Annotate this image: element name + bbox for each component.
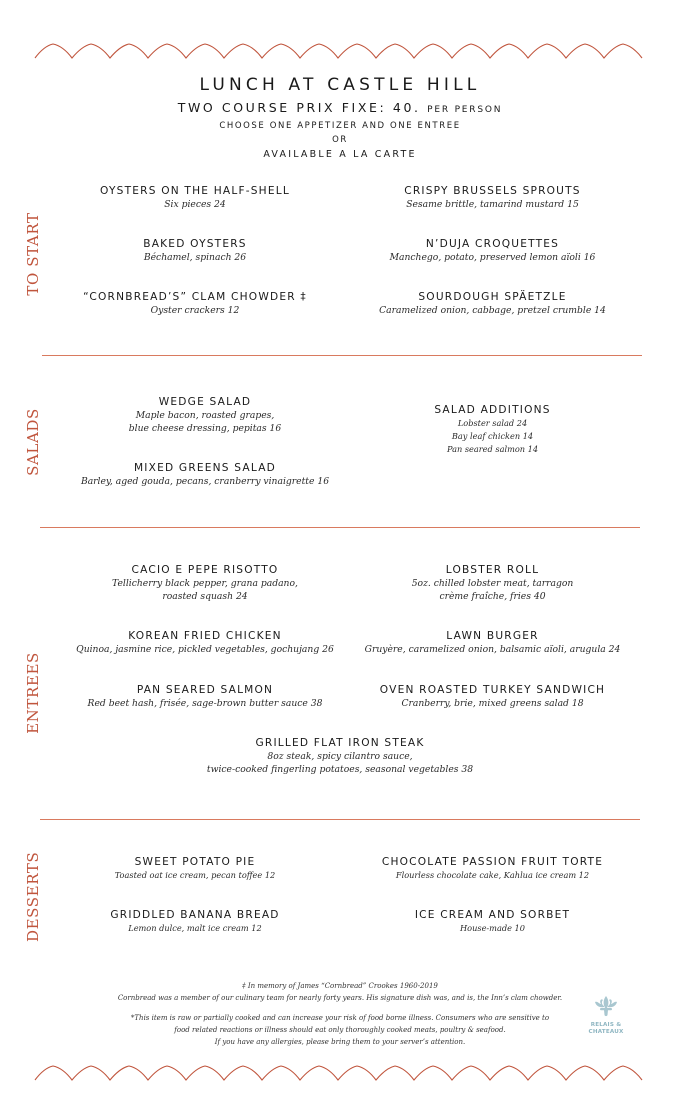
menu-item [60,395,350,435]
section-divider [42,355,642,356]
item-name: “CORNBREAD’S” CLAM CHOWDER ‡ [83,291,307,303]
item-name: SOURDOUGH SPÄETZLE [418,291,567,303]
item-description: 5oz. chilled lobster meat, tarragon [411,578,574,589]
prix-fixe-line [0,99,680,119]
section-divider [40,527,640,528]
item-description: Red beet hash, frisée, sage-brown butter sauce 38 [87,698,323,709]
menu-item [345,403,640,456]
item-name: N’DUJA CROQUETTES [425,238,560,250]
item-name: CHOCOLATE PASSION FRUIT TORTE [381,856,604,868]
menu-item [345,855,640,882]
item-name: BAKED OYSTERS [143,238,247,250]
section-divider [40,819,640,820]
item-description: Cranberry, brie, mixed greens salad 18 [401,698,584,709]
item-name: SWEET POTATO PIE [134,856,256,868]
menu-item [345,184,640,211]
item-description: Quinoa, jasmine rice, pickled vegetables, gochujang 26 [76,644,334,655]
fleur-de-lis-icon [593,995,619,1017]
menu-item [345,290,640,317]
menu-item [190,736,490,776]
menu-header [0,72,680,162]
item-description: Oyster crackers 12 [150,305,240,316]
item-description: crème fraîche, fries 40 [439,591,546,602]
item-name: WEDGE SALAD [158,396,252,408]
item-description: Maple bacon, roasted grapes, [135,410,275,421]
item-description: Flourless chocolate cake, Kahlua ice cream 12 [395,870,590,880]
item-description: Sesame brittle, tamarind mustard 15 [406,199,579,210]
logo-text-line2: CHATEAUX [588,1028,624,1035]
section-label-salads: SALADS [24,408,42,476]
menu-title: LUNCH AT CASTLE HILL [199,75,481,95]
memorial-note: ‡ In memory of James “Cornbread” Crookes 1960-2019 [242,982,438,990]
item-description: twice-cooked fingerling potatoes, seasonal vegetables 38 [206,764,474,775]
per-person-label: PER PERSON [427,105,503,115]
or-line: OR [332,135,348,145]
item-description: 8oz steak, spicy cilantro sauce, [267,751,413,762]
menu-item [60,290,330,317]
item-name: CACIO E PEPE RISOTTO [131,564,279,576]
allergy-note: If you have any allergies, please bring them to your server’s attention. [214,1038,466,1046]
memorial-description: Cornbread was a member of our culinary team for nearly forty years. His signature dish was, and is, the Inn’s clam chowder. [117,994,563,1002]
item-name: LOBSTER ROLL [445,564,540,576]
item-name: CRISPY BRUSSELS SPROUTS [404,185,581,197]
item-description: Barley, aged gouda, pecans, cranberry vinaigrette 16 [80,476,330,487]
item-description: Toasted oat ice cream, pecan toffee 12 [114,870,276,880]
item-name: SALAD ADDITIONS [434,404,551,416]
menu-item [60,855,330,882]
a-la-carte-line: AVAILABLE A LA CARTE [263,149,417,160]
item-description: blue cheese dressing, pepitas 16 [128,423,282,434]
section-label-desserts: DESSERTS [24,851,42,942]
relais-chateaux-logo [585,995,627,1035]
menu-item [345,237,640,264]
item-name: ICE CREAM AND SORBET [414,909,571,921]
footer-notes [0,980,680,1048]
item-description: Caramelized onion, cabbage, pretzel crumble 14 [379,305,606,316]
item-name: GRILLED FLAT IRON STEAK [255,737,425,749]
item-description: Bay leaf chicken 14 [451,431,534,441]
scalloped-border-bottom [34,1062,646,1082]
menu-item [345,683,640,710]
item-description: Béchamel, spinach 26 [143,252,247,263]
menu-item [60,461,350,488]
item-description: Lemon dulce, malt ice cream 12 [128,923,262,933]
item-name: KOREAN FRIED CHICKEN [128,630,282,642]
prix-fixe-price: TWO COURSE PRIX FIXE: 40. [177,100,421,115]
menu-item [60,629,350,656]
item-description: Pan seared salmon 14 [446,444,539,454]
item-name: MIXED GREENS SALAD [133,462,277,474]
menu-item [60,683,350,710]
logo-text-line1: RELAIS & [590,1022,622,1028]
menu-item [345,629,640,656]
item-name: LAWN BURGER [446,630,539,642]
item-description: House-made 10 [460,923,525,933]
menu-item [60,237,330,264]
menu-item [345,563,640,603]
menu-item [60,563,350,603]
item-description: Lobster salad 24 [457,418,528,428]
item-description: Six pieces 24 [164,199,226,210]
item-name: GRIDDLED BANANA BREAD [110,909,280,921]
raw-food-warning-continued: food related reactions or illness should eat only thoroughly cooked meats, poultry & seafood. [174,1026,506,1034]
item-name: PAN SEARED SALMON [136,684,274,696]
section-label-entrees: ENTREES [24,652,42,734]
item-name: OVEN ROASTED TURKEY SANDWICH [379,684,606,696]
choose-line: CHOOSE ONE APPETIZER AND ONE ENTREE [219,121,461,131]
item-description: roasted squash 24 [162,591,248,602]
item-description: Tellicherry black pepper, grana padano, [112,578,298,589]
item-name: OYSTERS ON THE HALF-SHELL [100,185,290,197]
raw-food-warning: *This item is raw or partially cooked and can increase your risk of food borne illness. Consumers who are sensitive to [130,1014,550,1022]
menu-item [60,184,330,211]
item-description: Gruyère, caramelized onion, balsamic aïoli, arugula 24 [364,644,621,655]
item-description: Manchego, potato, preserved lemon aïoli 16 [389,252,596,263]
section-label-to-start: TO START [24,212,42,296]
menu-item [60,908,330,935]
scalloped-border-top [34,40,646,60]
menu-item [345,908,640,935]
